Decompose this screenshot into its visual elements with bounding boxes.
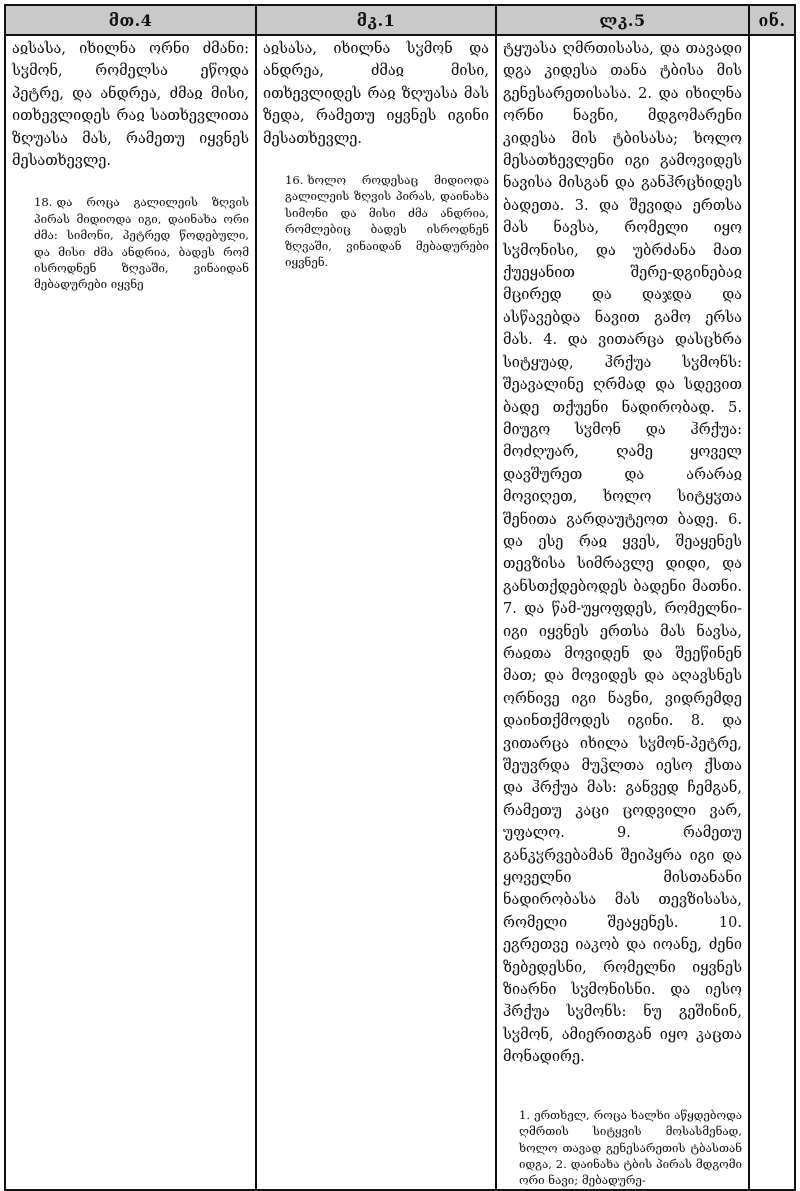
modern-translation-luke xyxy=(497,1069,748,1189)
column-john xyxy=(749,35,795,1190)
empty-column-john xyxy=(750,36,794,1189)
column-matthew xyxy=(5,35,256,1190)
old-georgian-text-luke: ტყუასა ღმრთისასა, და თავადი დგა კიდესა თანა ტბისა მის გენესარეთისასა. 2. და იხილნა ორნი ნავნი, მდგომარენი კიდესა მის ტბისასა; ხოლო მესათხევლენი იგი გამოვიდეს ნავისა მისგან და განჰრცხიდეს ბადეთა. 3. და შევიდა ერთსა მას ნავსა, რომელი იყო სჳმონისი, და უბრძანა მათ ქუეყანით შერე-დგინებაჲ მცირედ და დაჯდა და ასწავებდა ნავით გამო ერსა მას. 4. და ვითარცა დასცხრა სიტყუად, ჰრქუა სჳმონს: შეავალინე ღრმად და სდევით ბადე თქუენი ნადირობად. 5. მიუგო სჳმონ და ჰრქუა: მოძღუარ, ღამე ყოველ დავშურეთ და არარაჲ მოვიღეთ, ხოლო სიტყჳთა შენითა გარდაუტეოთ ბადე. 6. და ესე რაჲ ყვეს, შეაყენეს თევზისა სიმრავლე დიდი, და განსთქდებოდეს ბადენი მათნი. 7. და წამ-უყოფდეს, რომელნი-იგი იყვნეს ერთსა მას ნავსა, რაჲთა მოვიდენ და შეეწინენ მათ; და მოვიდეს და აღავსნეს ორნივე იგი ნავნი, ვიდრემდე დაინთქმოდეს იგინი. 8. და ვითარცა იხილა სჳმონ-პეტრე, შეუვრდა მუჴლთა იესო ქსთა და ჰრქუა მას: განვედ ჩემგან, რამეთუ კაცი ცოდვილი ვარ, უფალო. 9. რამეთუ განკჳრვებამან შეიპყრა იგი და ყოველნი მისთანანი ნადირობასა მას თევზისასა, რომელი შეაყენეს. 10. ეგრეთვე იაკობ და იოანე, ძენი ზებედესნი, რომელნი იყვნეს ზიარნი სჳმონისნი. და იესო ჰრქუა სჳმონს: ნუ გეშინინ, სჳმონ, ამიერითგან იყო კაცთა მონადირე. xyxy=(503,41,742,1066)
verse-text: ერთხელ, როცა ხალხი აწყდებოდა ღმრთის სიტყვის მოსასმენად, ხოლო თავად გენესარეთის ტბასთან იდგა, 2. დაინახა ტბის პირას მდგომი ორი ნავი; მებადურე- xyxy=(519,1107,742,1188)
verse-number: 16. xyxy=(285,173,304,188)
synopsis-page xyxy=(4,4,794,1188)
text-row xyxy=(5,35,795,1190)
column-header-matthew: მთ.4 xyxy=(5,5,256,35)
old-georgian-text-matthew: აჲსასა, იხილნა ორნი ძმანი: სჳმონ, რომელსა ეწოდა პეტრე, და ანდრეა, ძმაჲ მისი, ითხევლიდეს რაჲ სათხევლითა ზღუასა მას, რამეთუ იყვნეს მესათხევლე. xyxy=(12,41,249,170)
column-header-mark: მკ.1 xyxy=(256,5,496,35)
verse-number: 1. xyxy=(519,1107,531,1122)
column-luke xyxy=(496,35,749,1190)
verse-text: და როცა გალილეის ზღვის პირას მიდიოდა იგი, დაინახა ორი ძმა: სიმონი, პეტრედ წოდებული, და მისი ძმა ანდრია, ბადეს რომ ისროდნენ ზღვაში, ვინაიდან მებადურები იყვნე xyxy=(34,195,249,292)
old-georgian-text-mark: აჲსასა, იხილნა სჳმონ და ანდრეა, ძმაჲ მისი, ითხევლიდეს რაჲ ზღუასა მას ზედა, რამეთუ იყვნეს იგინი მესათხევლე. xyxy=(263,41,489,147)
header-row xyxy=(5,5,795,35)
verse-text: ხოლო როდესაც მიდიოდა გალილეის ზღვის პირას, დაინახა სიმონი და მისი ძმა ანდრია, რომლებიც ბადეს ისროდნენ ზღვაში, ვინაიდან მებადურები იყვნენ. xyxy=(285,173,489,270)
column-header-john: ინ. xyxy=(749,5,795,35)
column-mark xyxy=(256,35,496,1190)
modern-translation-matthew xyxy=(6,172,255,292)
verse-number: 18. xyxy=(34,195,53,210)
column-header-luke: ლკ.5 xyxy=(496,5,749,35)
modern-translation-mark xyxy=(257,150,495,270)
gospel-synopsis-table xyxy=(4,4,796,1191)
